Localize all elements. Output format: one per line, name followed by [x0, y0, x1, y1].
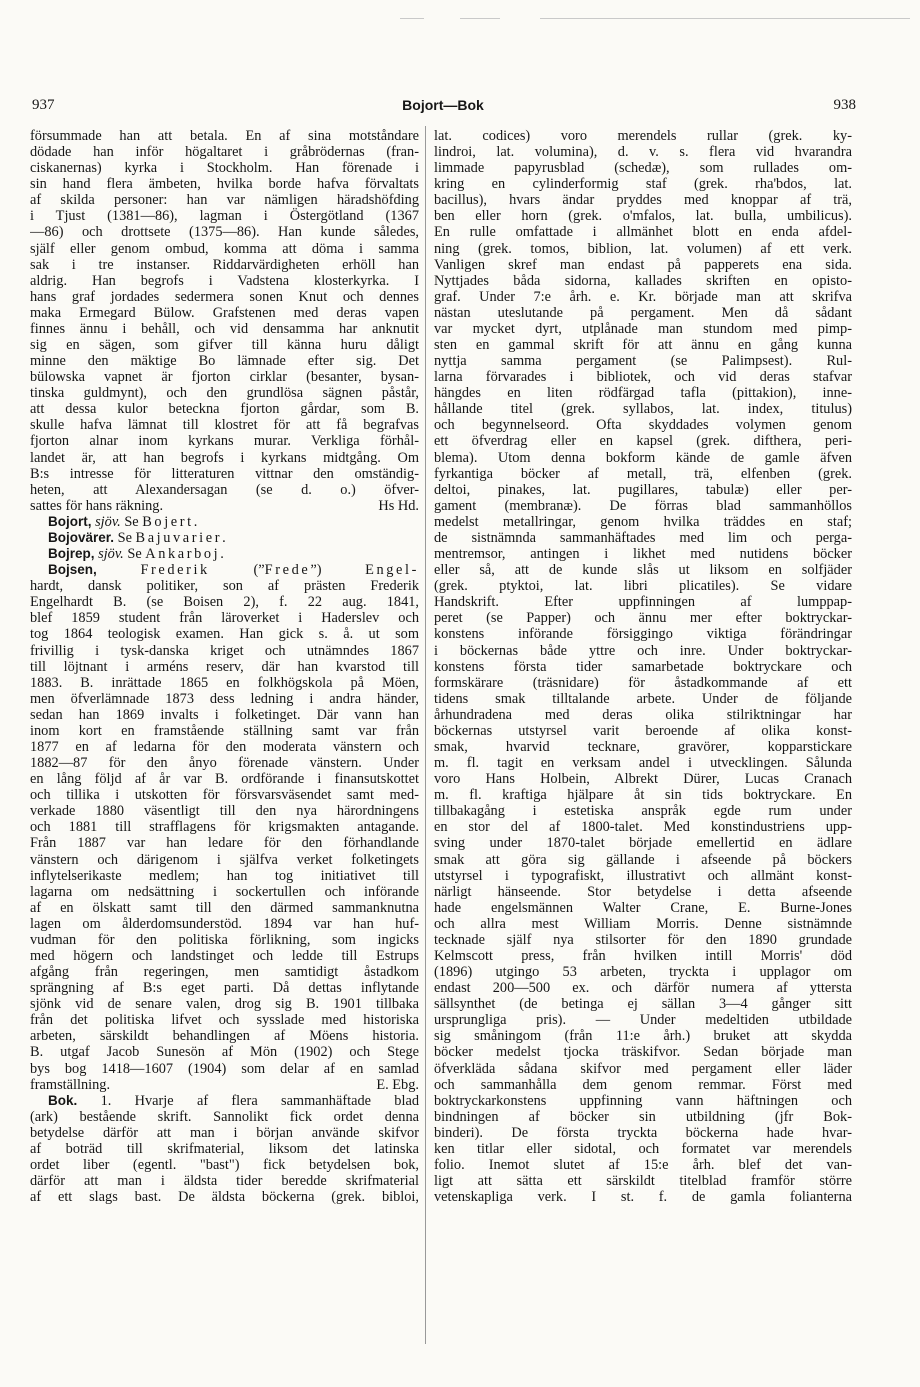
right-line: konstens införande försiggingo viktiga förändringar [434, 626, 852, 643]
left-line: afgång från regeringen, men samtidigt åstadkom [30, 964, 419, 981]
left-line: vänstern och därigenom i själfva verket folketingets [30, 851, 419, 868]
right-line: (1896) utgingo 53 arbeten, tryckta i upplagor om [434, 964, 852, 981]
left-line: 1877 en af ledarna för den moderata vänstern och [30, 738, 419, 755]
right-line: lindroi, lat. volumina), d. v. s. flera vid hvarandra [434, 144, 852, 161]
entry-bojrep: Bojrep, sjöv. Se Ankarboj. [48, 546, 224, 563]
right-line: m. fl. tagit en verksam andel i utvecklingen. Sålunda [434, 755, 852, 772]
running-title: Bojort—Bok [402, 97, 484, 113]
right-line: mentremsor, antingen i likhet med nutidens böcker [434, 546, 852, 563]
right-line: i böckernas både yttre och inre. Under boktryckar- [434, 642, 852, 659]
left-line: dödade han inför högaltaret i gråbrödernas (fran- [30, 144, 419, 161]
left-line: maka Ermegard Bülow. Grafstenen med deras vapen [30, 304, 419, 321]
left-line: lagen om ålderdomsunderstöd. 1894 var han huf- [30, 915, 419, 932]
left-line: och tillika i utskotten för försvarsväsendet samt med- [30, 787, 419, 804]
headword: Bojrep, [48, 546, 95, 562]
right-line: bacillus), hvars ändar pryddes med knoppar af trä, [434, 192, 852, 209]
right-line: peret (se Papper) och ännu mer efter boktryckar- [434, 610, 852, 627]
left-line: och 1881 till strafflagens för krigsmakten antagande. [30, 819, 419, 836]
entry-bok: Bok. 1. Hvarje af flera sammanhäftade blad [48, 1092, 419, 1109]
right-line: nästan uteslutande på pergament. Men då sådant [434, 304, 852, 321]
left-line: af skilda personer: han var nämligen häradshöfding [30, 192, 419, 209]
right-line: sten en gammal skrift för att ännu en gång kunna [434, 337, 852, 354]
left-line: inom kort en framstående ställning samt var från [30, 722, 419, 739]
right-line: tillbakagång i estetiska anspråk egde rum under [434, 803, 852, 820]
headword: Bok. [48, 1092, 78, 1108]
right-line: m. fl. kraftiga hjälpare åt sin tids boktryckare. En [434, 787, 852, 804]
right-line: de sistnämnda sammanhäftades med lim och perga- [434, 529, 852, 546]
left-line: B. utgaf Jacob Sunesön af Mön (1902) och Stege [30, 1044, 419, 1061]
right-line: ben eller horn (grek. o'mfalos, lat. bulla, umbilicus). [434, 208, 852, 225]
left-line: en lång följd af år var B. ordförande i finansutskottet [30, 771, 419, 788]
right-line: (grek. ptyktoi, lat. libri plicatiles). Se vidare [434, 578, 852, 595]
right-line: Handskrift. Efter uppfinningen af lumppap- [434, 594, 852, 611]
left-line: —86) och drottsete (1375—86). Han kunde således, [30, 224, 419, 241]
right-line: århundradena med deras olika stilriktningar har [434, 706, 852, 723]
right-line: en stor del af 1800-talet. Med konstindustriens upp- [434, 819, 852, 836]
right-line: sig småningom (från 11:e årh.) bruket att skydda [434, 1028, 852, 1045]
right-line: öfverkläda sådana skifvor med pergament eller läder [434, 1060, 852, 1077]
right-line: smak, hvarvid tecknare, gravörer, kopparstickare [434, 738, 852, 755]
right-line: formskärare (träsnidare) för åstadkommande af ett [434, 674, 852, 691]
left-line: af boträd till skrifmaterial, liksom det latinska [30, 1140, 419, 1157]
left-line: i Tjust (1381—86), lagman i Östergötland (1367 [30, 208, 419, 225]
right-line: lat. codices) voro merendels rullar (grek. ky- [434, 128, 852, 144]
right-line: gament (membranæ). De förras blad sammanhöllos [434, 497, 852, 514]
right-line: böcker medelst tjocka träskifvor. Sedan började man [434, 1044, 852, 1061]
right-line: eller så, att de kunde slås ut liksom en solfjäder [434, 562, 852, 579]
left-line: försummade han att betala. En af sina motståndare [30, 128, 419, 144]
left-line: af en ölskatt samt till den därmed sammanknutna [30, 899, 419, 916]
left-line: sattes för hans räkning. [30, 497, 164, 514]
right-line: ning (grek. tomos, biblion, lat. volumen) af ett verk. [434, 240, 852, 257]
left-line: vudman för den politiska förlikning, som ingicks [30, 931, 419, 948]
page-number-left: 937 [32, 97, 55, 113]
right-line: deltoi, pinakes, lat. pugillares, tabulæ) eller per- [434, 481, 852, 498]
left-line: aldrig. Han begrofs i Vadstena klosterkyrka. I [30, 272, 419, 289]
left-line: att dessa kulor beteckna fjorton gårdar, som B. [30, 401, 419, 418]
left-line: Engelhardt B. (se Boisen 2), f. 22 aug. 1841, [30, 594, 419, 611]
left-line: blef 1859 student från läroverket i Haderslev och [30, 610, 419, 627]
author-signature: E. Ebg. [376, 1076, 419, 1093]
left-line: tinska guldmynt), och den grundlösa sägnen påstår, [30, 385, 419, 402]
left-line: minne den mäktige Bo lämnade efter sig. Det [30, 353, 419, 370]
author-signature: Hs Hd. [378, 497, 419, 514]
scan-edge-marks [0, 18, 920, 19]
left-line: af ett slags bast. De äldsta böckerna (grek. bibloi, [30, 1189, 419, 1206]
right-line: Vanligen skref man endast på papperets ena sida. [434, 256, 852, 273]
entry-bojsen: Bojsen, Frederik (”Frede”) Engel- [48, 562, 419, 579]
left-line: Från 1887 var han ledare för den förhandlande [30, 835, 419, 852]
headword: Bojsen, [48, 562, 97, 578]
left-line: skulle hafva lämnat till klostret för att få begrafvas [30, 417, 419, 434]
left-line: därför att man i äldsta tider beredde skrifmaterial [30, 1173, 419, 1190]
left-line: bülowska vapnet är fjorton cirklar (besanter, bysan- [30, 369, 419, 386]
right-line: böckernas utstyrsel varit beroende af olika konst- [434, 722, 852, 739]
right-line: folio. Inemot slutet af 15:e årh. blef det van- [434, 1157, 852, 1173]
left-line: till löjtnant i arméns reserv, där han kvarstod till [30, 658, 419, 675]
right-line: hängdes en liten rödfärgad tafla (pittakion), inne- [434, 385, 852, 402]
right-line: kring en cylinderformig staf (grek. rha'bdos, lat. [434, 176, 852, 193]
left-line: hans graf jordades sedermera sonen Knut och dennes [30, 288, 419, 305]
right-line: fyrkantiga böcker af metall, trä, elfenben (grek. [434, 465, 852, 482]
right-line: och begynnelseord. Ofta skyddades volymen genom [434, 417, 852, 434]
right-line: nyttja samma pergament (se Palimpsest). Rul- [434, 353, 852, 370]
right-line: tidens smak tilltalande arbete. Under de följande [434, 690, 852, 707]
right-line: Kelmscott press, från hvilken intill Morris' död [434, 947, 852, 964]
left-line: heten, att Alexandersagan (se d. o.) öfver- [30, 481, 419, 498]
page-header [30, 97, 856, 119]
left-line: ordet liber (egentl. "bast") fick betydelsen bok, [30, 1157, 419, 1173]
right-line: och allra mest William Morris. Denne sistnämnde [434, 915, 852, 932]
left-line: från det politiska lifvet och sysslade med historiska [30, 1012, 419, 1029]
left-line: sig en sägen, som gifver till känna huru dåligt [30, 337, 419, 354]
right-line: graf. Under 7:e årh. e. Kr. började man att skrifva [434, 288, 852, 305]
right-line: smak att göra sig gällande i afseende på böckers [434, 851, 852, 868]
left-line: betydelse därför att man i början använde skifvor [30, 1124, 419, 1141]
right-line: larna förvarades i bibliotek, och vid deras stafvar [434, 369, 852, 386]
left-line: verkade 1880 väsentligt till den nya härordningens [30, 803, 419, 820]
left-line: fjorton alnar inom kyrkans murar. Verkliga förhål- [30, 433, 419, 450]
left-line: sin hand flera ämbeten, hvilka borde hafva förvaltats [30, 176, 419, 193]
right-line: sällsynthet (de betinga ej sällan 3—4 gånger sitt [434, 996, 852, 1013]
left-line: arbeten, särskildt behandlingen af Möens historia. [30, 1028, 419, 1045]
page-number-right: 938 [833, 97, 856, 113]
entry-end-line [30, 1077, 419, 1093]
right-line: vetenskapliga verk. I st. f. de gamla folianterna [434, 1189, 852, 1206]
entry-bojort: Bojort, sjöv. Se Bojert. [48, 513, 198, 530]
left-line: hardt, dansk politiker, son af prästen Frederik [30, 578, 419, 595]
left-line: B:s intresse för litteraturen vittnar den omständig- [30, 465, 419, 482]
right-column [434, 128, 852, 1205]
right-line: tecknade själf nya stilsorter för den 1890 grundade [434, 931, 852, 948]
left-line: sjönk vid de senare valen, drog sig B. 1901 tillbaka [30, 996, 419, 1013]
right-line: ett öfverdrag eller en kapsel (grek. difthera, peri- [434, 433, 852, 450]
entry-bojovarer: Bojovärer. Se Bajuvarier. [48, 529, 226, 546]
left-line: framställning. [30, 1076, 111, 1093]
right-line: ken titlar eller sidotal, och formatet var merendels [434, 1140, 852, 1157]
left-line: bys bog 1418—1607 (1904) som delar af en samlad [30, 1060, 419, 1077]
left-line: sedan han 1869 invalts i folketinget. Där vann han [30, 706, 419, 723]
right-line: utstyrsel i typografiskt, illustrativt och allmänt konst- [434, 867, 852, 884]
right-line: binderi). De första tryckta böckerna hade hvar- [434, 1124, 852, 1141]
right-line: voro Hans Holbein, Albrekt Dürer, Lucas Cranach [434, 771, 852, 788]
right-line: ursprungliga pris). — Under medeltiden utbildade [434, 1012, 852, 1029]
left-line: finnes ännu i behåll, och vid densamma har anknutit [30, 320, 419, 337]
entry-end-line [30, 498, 419, 514]
right-line: var mycket dyrt, utplånade man stundom med pimp- [434, 320, 852, 337]
right-line: hade engelsmännen Walter Crane, E. Burne-Jones [434, 899, 852, 916]
left-line: ciskanernas) kyrka i Stockholm. Han förenade i [30, 160, 419, 177]
right-line: bindningen af böcker sin utbildning (jfr Bok- [434, 1108, 852, 1125]
left-line: (ark) bestående skrift. Sannolikt fick ordet denna [30, 1108, 419, 1125]
right-line: En rulle omfattade i allmänhet blott en enda afdel- [434, 224, 852, 241]
left-line: sprängning af B:s eget parti. Då dettas inflytande [30, 980, 419, 997]
column-divider [425, 126, 426, 1344]
right-line: Nyttjades båda sidorna, kallades skriften en opisto- [434, 272, 852, 289]
right-line: limmade papyrusblad (schedæ), som rullades om- [434, 160, 852, 177]
left-line: 1882—87 för den ånyo förenade vänstern. Under [30, 755, 419, 772]
right-line: och sammanhålla dem genom remmar. Först med [434, 1076, 852, 1093]
right-line: medelst metallringar, genom hvilka träddes en staf; [434, 513, 852, 530]
left-line: 1883. B. inrättade 1865 en folkhögskola på Möen, [30, 674, 419, 691]
left-line: frivillig i tysk-danska kriget och utnämndes 1867 [30, 642, 419, 659]
left-line: med högern och landstinget och ledde till Estrups [30, 947, 419, 964]
right-line: blema). Utom denna bokform kände de gamle äfven [434, 449, 852, 466]
right-line: boktryckarkonstens uppfinning vann häftningen och [434, 1092, 852, 1109]
left-line: tog 1864 teologisk examen. Han gick s. å. ut som [30, 626, 419, 643]
right-line: närligt hänseende. Stor betydelse i detta afseende [434, 883, 852, 900]
left-line: inflytelserikaste medlem; han tog initiativet till [30, 867, 419, 884]
left-line: själf eller genom ombud, komma att döma i samma [30, 240, 419, 257]
left-line: lagarna om nedsättning i sockertullen och införande [30, 883, 419, 900]
left-column [30, 128, 419, 1205]
right-line: ligt att sätta ett särskildt titelblad framför större [434, 1173, 852, 1190]
right-line: konstens första tider samarbetade boktryckare och [434, 658, 852, 675]
right-line: sving under 1870-talet började emellertid en ädlare [434, 835, 852, 852]
right-line: hållande titel (grek. syllabos, lat. index, titulus) [434, 401, 852, 418]
left-line: men öfverlämnade 1873 dess ledning i andra händer, [30, 690, 419, 707]
left-line: sak i tre instanser. Riddarvärdigheten erhöll han [30, 256, 419, 273]
right-line: endast 200—500 ex. och därför numera af yttersta [434, 980, 852, 997]
left-line: landet är, att han begrofs i kyrkans midtgång. Om [30, 449, 419, 466]
headword: Bojovärer. [48, 529, 115, 545]
headword: Bojort, [48, 513, 92, 529]
